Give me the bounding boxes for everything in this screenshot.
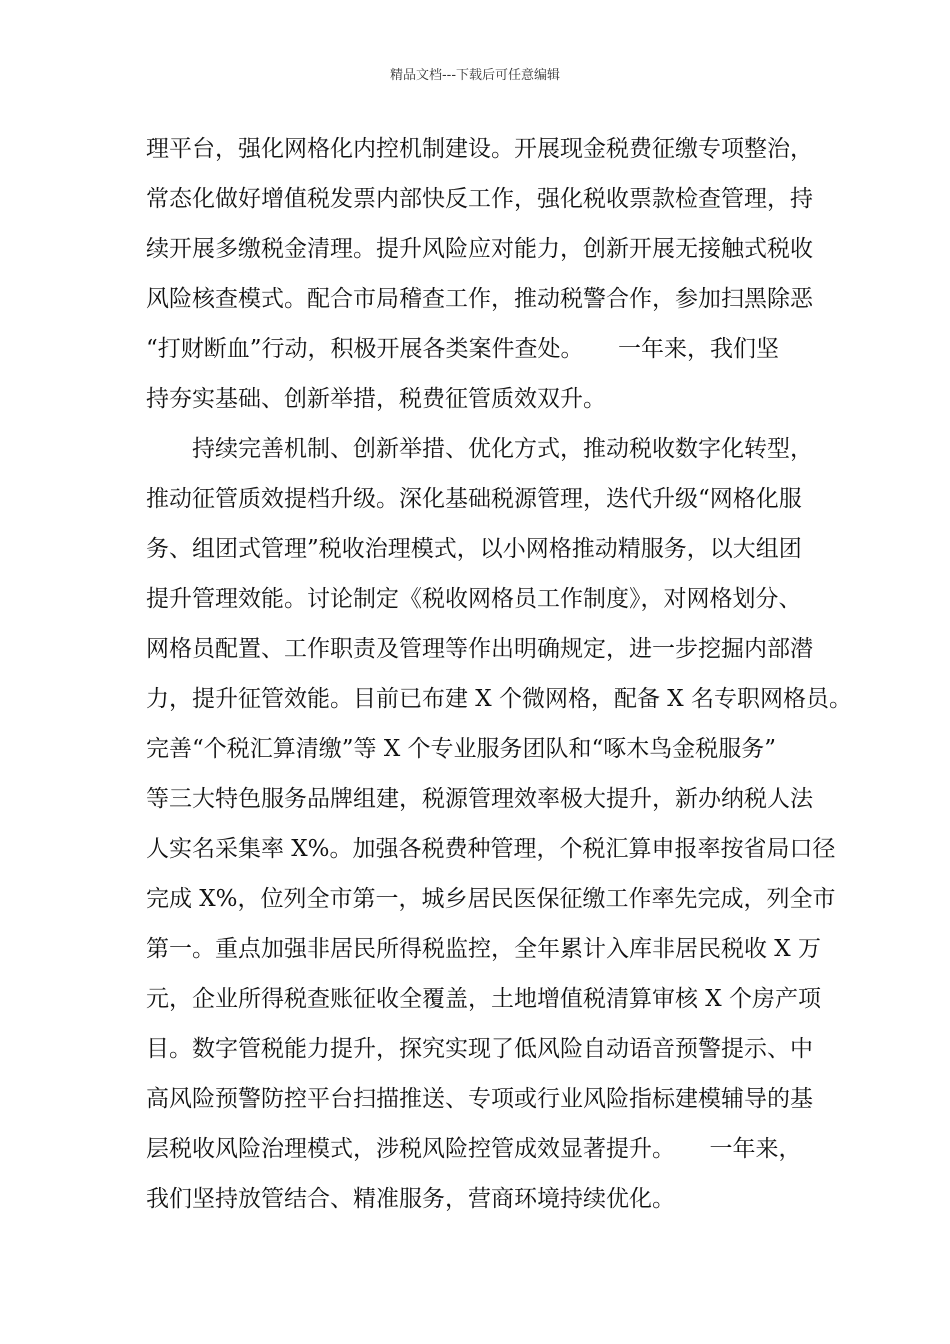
text-line: 常态化做好增值税发票内部快反工作，强化税收票款检查管理，持: [146, 186, 813, 212]
text-line: 目。数字管税能力提升，探究实现了低风险自动语音预警提示、中: [146, 1036, 813, 1062]
text-line: 网格员配置、工作职责及管理等作出明确规定，进一步挖掘内部潜: [146, 636, 813, 662]
text-line: 风险核查模式。配合市局稽查工作，推动税警合作，参加扫黑除恶: [146, 286, 813, 312]
text-line: 提升管理效能。讨论制定《税收网格员工作制度》，对网格划分、: [146, 586, 802, 612]
text-line: 元，企业所得税查账征收全覆盖，土地增值税清算审核 X 个房产项: [146, 986, 821, 1012]
text-line: 高风险预警防控平台扫描推送、专项或行业风险指标建模辅导的基: [146, 1086, 813, 1112]
text-line: 力，提升征管效能。目前已布建 X 个微网格，配备 X 名专职网格员。: [146, 686, 852, 712]
text-line: 我们坚持放管结合、精准服务，营商环境持续优化。: [146, 1186, 675, 1212]
paragraph: [146, 424, 852, 1224]
text-line: 等三大特色服务品牌组建，税源管理效率极大提升，新办纳税人法: [146, 786, 813, 812]
text-line: 持续完善机制、创新举措、优化方式，推动税收数字化转型，: [192, 436, 813, 462]
paragraph: [146, 124, 813, 424]
text-line: 第一。重点加强非居民所得税监控，全年累计入库非居民税收 X 万: [146, 936, 821, 962]
text-line: 务、组团式管理”税收治理模式，以小网格推动精服务，以大组团: [146, 536, 802, 562]
text-line: 完成 X%，位列全市第一，城乡居民医保征缴工作率先完成，列全市: [146, 886, 836, 912]
text-line: “打财断血”行动，积极开展各类案件查处。 一年来，我们坚: [146, 336, 780, 362]
text-line: 理平台，强化网格化内控机制建设。开展现金税费征缴专项整治，: [146, 136, 813, 162]
text-line: 人实名采集率 X%。加强各税费种管理，个税汇算申报率按省局口径: [146, 836, 836, 862]
text-line: 完善“个税汇算清缴”等 X 个专业服务团队和“啄木鸟金税服务”: [146, 736, 777, 762]
text-line: 续开展多缴税金清理。提升风险应对能力，创新开展无接触式税收: [146, 236, 813, 262]
text-line: 推动征管质效提档升级。深化基础税源管理，迭代升级“网格化服: [146, 486, 802, 512]
text-line: 层税收风险治理模式，涉税风险控管成效显著提升。 一年来，: [146, 1136, 802, 1162]
page-header: 精品文档---下载后可任意编辑: [389, 68, 561, 83]
text-line: 持夯实基础、创新举措，税费征管质效双升。: [146, 386, 606, 412]
document-body: [146, 124, 852, 1224]
